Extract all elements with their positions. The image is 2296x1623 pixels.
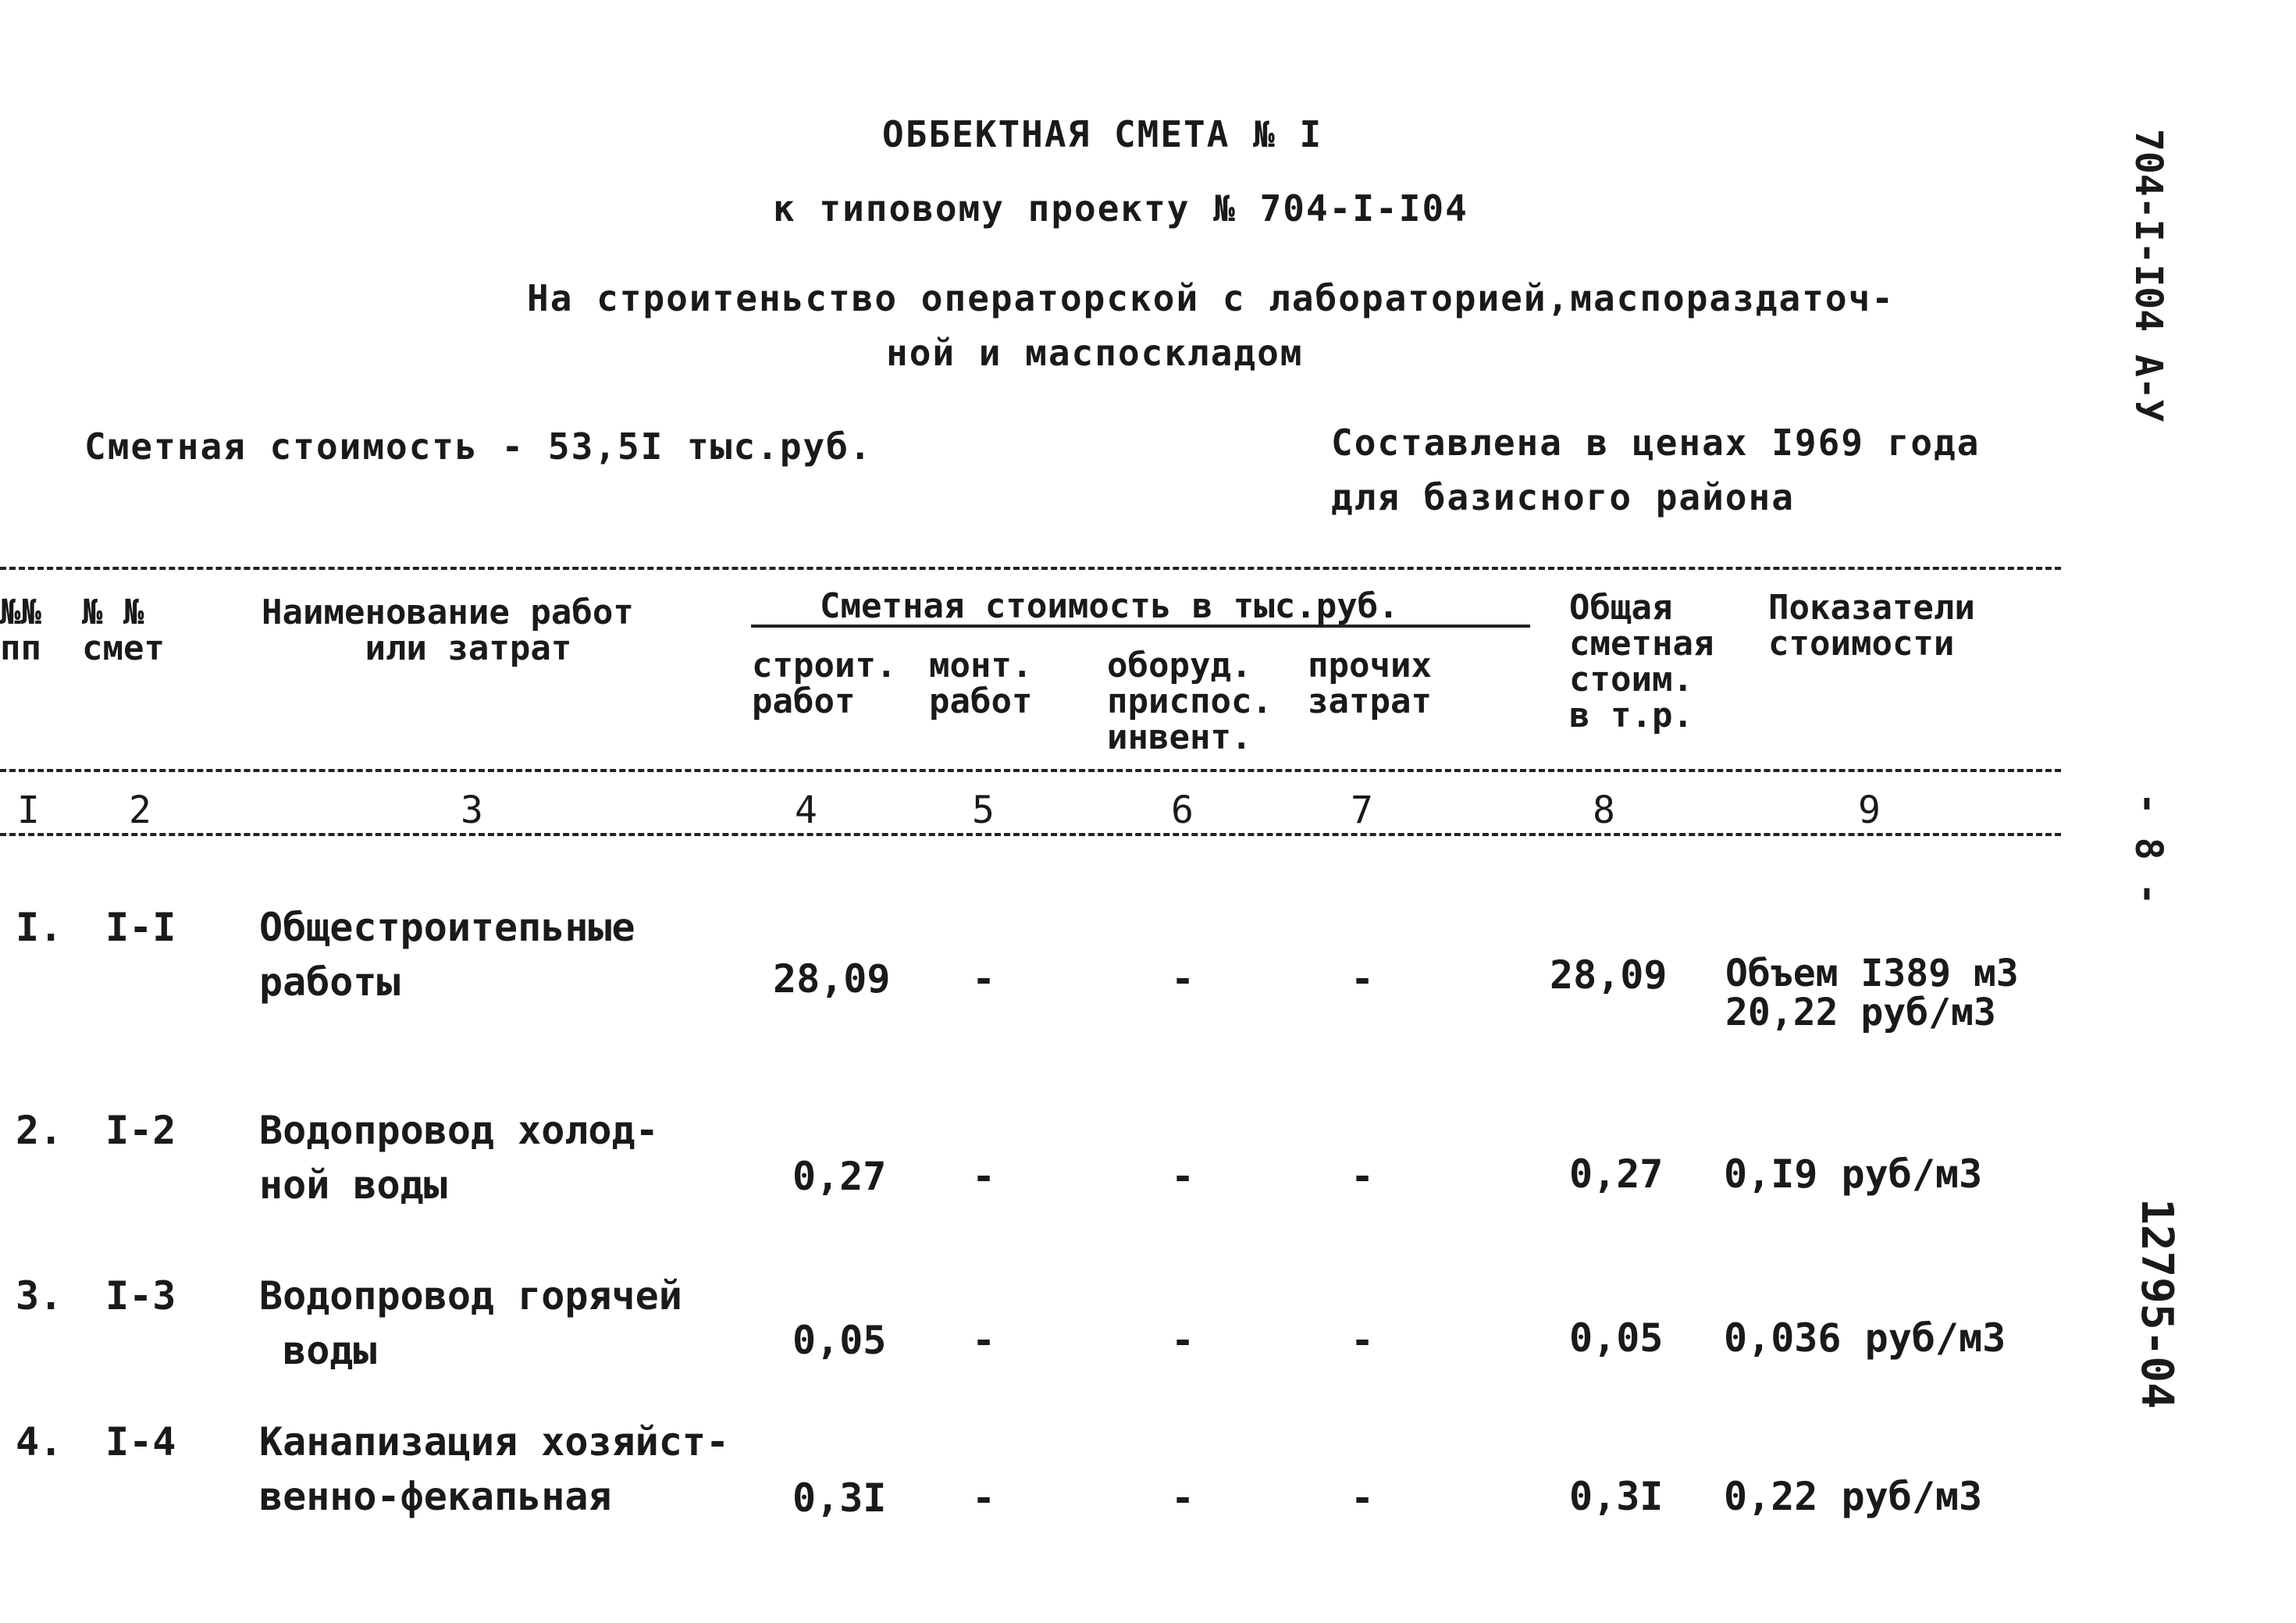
row-total-cost: 0,3I [1569, 1474, 1664, 1519]
header-construction: строит. работ [752, 646, 897, 721]
row-installation-cost: - [972, 1475, 996, 1521]
row-number: 2. [16, 1108, 63, 1153]
row-total-cost: 0,05 [1569, 1315, 1664, 1361]
column-number: 4 [795, 788, 817, 832]
header-installation: монт. работ [929, 646, 1033, 721]
column-number: 3 [461, 788, 483, 832]
row-construction-cost: 0,05 [792, 1318, 887, 1363]
row-installation-cost: - [972, 1318, 996, 1363]
column-number: 6 [1171, 788, 1194, 832]
row-other-cost: - [1351, 956, 1375, 1002]
purpose-line-2: ной и маспоскладом [886, 332, 1304, 374]
column-number: 5 [972, 788, 995, 832]
row-equipment-cost: - [1171, 1318, 1195, 1363]
row-construction-cost: 0,27 [792, 1154, 887, 1199]
header-equipment: оборуд. приспос. инвент. [1107, 646, 1273, 757]
row-construction-cost: 0,3I [792, 1475, 887, 1521]
row-work-name: Водопровод горячей воды [259, 1273, 682, 1373]
row-equipment-cost: - [1171, 1154, 1195, 1199]
row-estimate-number: I-I [105, 905, 176, 950]
row-installation-cost: - [972, 956, 996, 1002]
row-work-name: Канапизация хозяйст- венно-фекапьная [259, 1419, 730, 1519]
row-estimate-number: I-2 [105, 1108, 176, 1153]
side-document-number: 12795-04 [2131, 1198, 2182, 1409]
header-estimate-number: № № смет [82, 593, 165, 668]
row-number: 3. [16, 1273, 63, 1319]
row-total-cost: 28,09 [1550, 952, 1668, 998]
row-construction-cost: 28,09 [773, 956, 891, 1002]
header-work-name: Наименование работ или затрат [262, 593, 634, 668]
row-total-cost: 0,27 [1569, 1151, 1664, 1197]
table-top-rule [0, 567, 2061, 570]
column-number: 9 [1858, 788, 1881, 832]
row-other-cost: - [1351, 1318, 1375, 1363]
row-work-name: Общестроитепьные работы [259, 905, 635, 1005]
row-number: 4. [16, 1419, 63, 1465]
row-estimate-number: I-4 [105, 1419, 176, 1465]
document-title: ОББЕКТНАЯ СМЕТА № I [882, 113, 1323, 155]
document-subtitle: к типовому проекту № 704-I-I04 [773, 187, 1468, 230]
estimated-cost: Сметная стоимость - 53,5I тыс.руб. [84, 425, 873, 468]
row-other-cost: - [1351, 1154, 1375, 1199]
prices-line-2: для базисного района [1331, 476, 1795, 518]
row-work-name: Водопровод холод- ной воды [259, 1108, 659, 1208]
header-cost-group: Сметная стоимость в тыс.руб. [820, 586, 1399, 626]
prices-line-1: Составлена в ценах I969 года [1331, 422, 1981, 464]
row-indicators: 0,I9 руб/м3 [1724, 1151, 1983, 1197]
header-indicators: Показатели стоимости [1768, 588, 1975, 664]
purpose-line-1: На строитеньство операторской с лабораторией,маспораздаточ- [527, 277, 1895, 319]
column-number: 2 [129, 788, 151, 832]
header-total-cost: Общая сметная стоим. в т.р. [1569, 588, 1714, 735]
column-number: 8 [1593, 788, 1615, 832]
column-number: 7 [1351, 788, 1373, 832]
column-numbers-rule [0, 833, 2061, 836]
row-number: I. [16, 905, 63, 950]
row-equipment-cost: - [1171, 956, 1195, 1002]
row-indicators: Объем I389 м3 20,22 руб/м3 [1725, 952, 2019, 1034]
column-number: I [17, 788, 40, 832]
row-indicators: 0,036 руб/м3 [1724, 1315, 2006, 1361]
header-bottom-rule [0, 769, 2061, 772]
row-other-cost: - [1351, 1475, 1375, 1521]
row-equipment-cost: - [1171, 1475, 1195, 1521]
side-page-number: - 8 - [2127, 792, 2170, 906]
header-other-costs: прочих затрат [1308, 646, 1432, 721]
row-installation-cost: - [972, 1154, 996, 1199]
side-code: 704-I-I04 A-У [2127, 129, 2170, 422]
row-indicators: 0,22 руб/м3 [1724, 1474, 1983, 1519]
header-row-number: №№ пп [0, 593, 41, 668]
row-estimate-number: I-3 [105, 1273, 176, 1319]
